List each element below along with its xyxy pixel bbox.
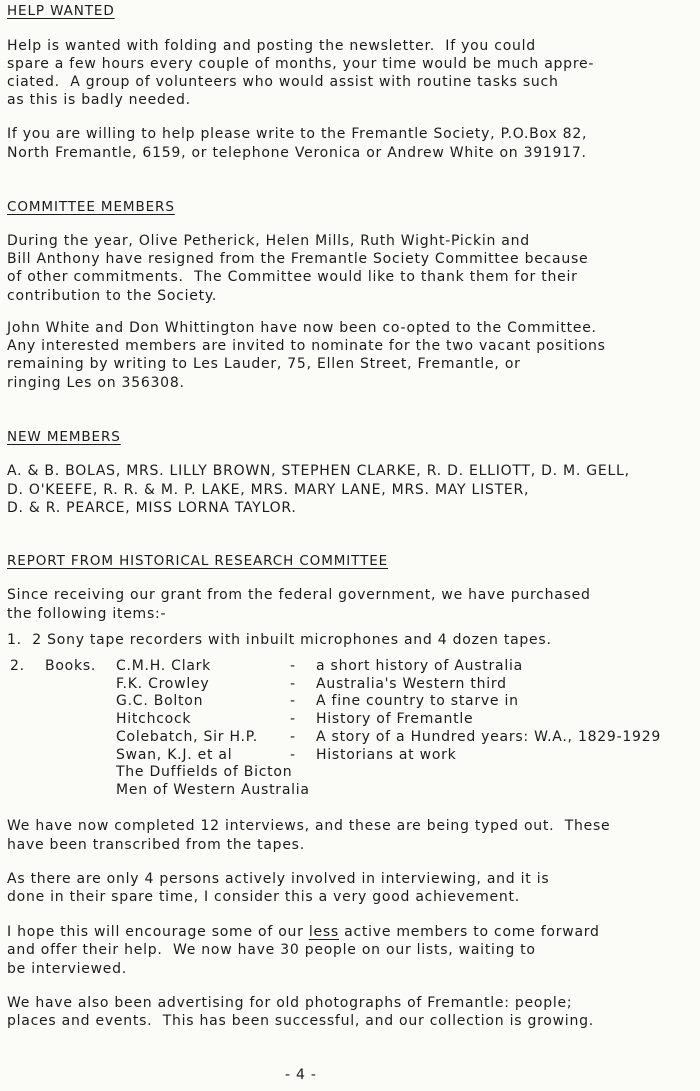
book-title: a short history of Australia	[316, 658, 523, 674]
book-author: Swan, K.J. et al	[116, 746, 233, 763]
text-line: John White and Don Whittington have now been co-opted to the Committee.	[7, 320, 597, 336]
books-label: Books.	[45, 658, 97, 674]
text-line: places and events. This has been successful, and our collection is growing.	[7, 1013, 594, 1029]
text-line: We have now completed 12 interviews, and these are being typed out. These	[7, 818, 611, 834]
book-author: Colebatch, Sir H.P.	[116, 728, 258, 745]
separator-dash: -	[290, 658, 296, 674]
page-number: - 4 -	[285, 1067, 317, 1083]
book-title: A fine country to starve in	[316, 693, 519, 710]
text-line: D. & R. PEARCE, MISS LORNA TAYLOR.	[7, 500, 297, 516]
text-line: have been transcribed from the tapes.	[7, 837, 305, 853]
text-line: D. O'KEEFE, R. R. & M. P. LAKE, MRS. MARY LANE, MRS. MAY LISTER,	[7, 482, 530, 498]
text-line: spare a few hours every couple of months, your time would be much appre-	[7, 56, 595, 72]
text-line: ringing Les on 356308.	[7, 375, 185, 391]
new-members-heading: NEW MEMBERS	[7, 429, 121, 445]
text-line: Bill Anthony have resigned from the Fremantle Society Committee because	[7, 251, 589, 267]
text-line: If you are willing to help please write to the Fremantle Society, P.O.Box 82,	[7, 126, 588, 142]
separator-dash: -	[290, 728, 296, 745]
book-title: Australia's Western third	[316, 675, 507, 692]
separator-dash: -	[290, 746, 296, 763]
book-title: A story of a Hundred years: W.A., 1829-1929	[316, 728, 662, 745]
book-author: F.K. Crowley	[116, 675, 210, 692]
text-line: be interviewed.	[7, 961, 128, 977]
separator-dash: -	[290, 711, 296, 728]
purchase-item-1: 1. 2 Sony tape recorders with inbuilt microphones and 4 dozen tapes.	[7, 632, 552, 648]
book-author: Men of Western Australia	[116, 781, 310, 798]
text-line: remaining by writing to Les Lauder, 75, Ellen Street, Fremantle, or	[7, 356, 521, 372]
text-line: the following items:-	[7, 606, 167, 622]
text-line: We have also been advertising for old photographs of Fremantle: people;	[7, 995, 573, 1011]
text-line	[7, 923, 600, 941]
help-wanted-heading: HELP WANTED	[7, 3, 115, 19]
report-heading: REPORT FROM HISTORICAL RESEARCH COMMITTEE	[7, 553, 389, 569]
text-line: Since receiving our grant from the federal government, we have purchased	[7, 587, 591, 603]
book-author: C.M.H. Clark	[116, 658, 212, 674]
text-span: I hope this will encourage some of our	[7, 924, 309, 940]
text-span: active members to come forward	[338, 924, 600, 940]
text-line: and offer their help. We now have 30 people on our lists, waiting to	[7, 942, 536, 958]
text-line: Help is wanted with folding and posting the newsletter. If you could	[7, 38, 536, 54]
text-line: A. & B. BOLAS, MRS. LILLY BROWN, STEPHEN CLARKE, R. D. ELLIOTT, D. M. GELL,	[7, 463, 630, 479]
text-line: During the year, Olive Petherick, Helen Mills, Ruth Wight-Pickin and	[7, 233, 530, 249]
text-line: ciated. A group of volunteers who would assist with routine tasks such	[7, 74, 559, 90]
book-author: The Duffields of Bicton	[116, 764, 293, 781]
book-author: G.C. Bolton	[116, 693, 204, 710]
text-line: done in their spare time, I consider this a very good achievement.	[7, 889, 520, 905]
text-line: of other commitments. The Committee would like to thank them for their	[7, 269, 578, 285]
book-author: Hitchcock	[116, 711, 192, 728]
text-line: North Fremantle, 6159, or telephone Veronica or Andrew White on 391917.	[7, 145, 587, 161]
separator-dash: -	[290, 693, 296, 710]
text-line: contribution to the Society.	[7, 288, 218, 304]
text-line: Any interested members are invited to nominate for the two vacant positions	[7, 338, 606, 354]
text-line: as this is badly needed.	[7, 92, 191, 108]
item-number: 2.	[10, 658, 25, 674]
underlined-word: less	[308, 924, 339, 940]
committee-heading: COMMITTEE MEMBERS	[7, 199, 175, 215]
separator-dash: -	[290, 675, 296, 692]
text-line: As there are only 4 persons actively involved in interviewing, and it is	[7, 871, 550, 887]
book-title: History of Fremantle	[316, 711, 474, 728]
book-title: Historians at work	[316, 746, 457, 763]
